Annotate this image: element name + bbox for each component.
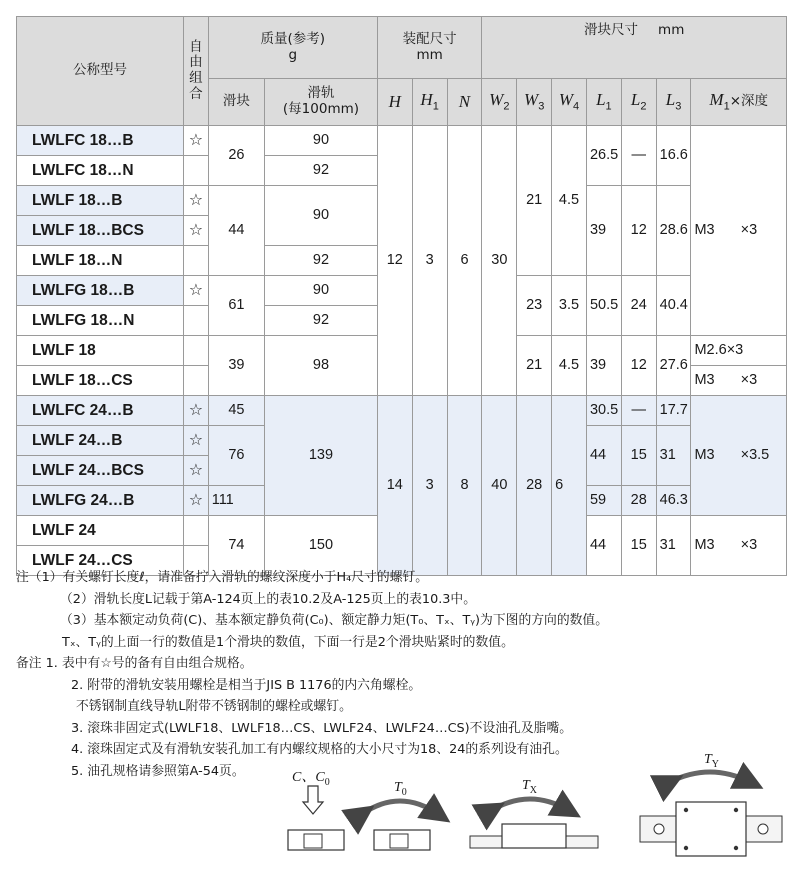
header-N-symbol: N bbox=[458, 92, 471, 112]
free-combo-empty bbox=[184, 336, 209, 366]
tx-label-sub: X bbox=[529, 784, 538, 796]
header-assembly-title: 装配尺寸 bbox=[402, 30, 457, 47]
dim-L3: 31 bbox=[656, 516, 691, 576]
header-M1 bbox=[691, 79, 787, 126]
header-H-symbol: H bbox=[388, 92, 401, 112]
block-mass: 44 bbox=[208, 186, 264, 276]
rail-side-view-icon bbox=[470, 824, 598, 848]
dim-N: 6 bbox=[447, 126, 482, 396]
header-model: 公称型号 bbox=[17, 17, 184, 126]
dim-M1 bbox=[691, 126, 787, 336]
free-combo-empty bbox=[184, 306, 209, 336]
free-combo-empty bbox=[184, 246, 209, 276]
header-H1-sub: 1 bbox=[432, 100, 439, 113]
dim-L2: 28 bbox=[621, 486, 656, 516]
dim-L1: 50.5 bbox=[586, 276, 621, 336]
rail-mass: 150 bbox=[265, 516, 378, 576]
header-W2-sub: 2 bbox=[503, 100, 510, 113]
remark-1: 备注 1. 表中有☆号的备有自由组合规格。 bbox=[16, 656, 253, 671]
model-name: LWLF 18…CS bbox=[17, 366, 184, 396]
model-name: LWLFC 24…B bbox=[17, 396, 184, 426]
free-combo-empty bbox=[184, 516, 209, 546]
dim-L3: 31 bbox=[656, 426, 691, 486]
header-free-combo bbox=[184, 17, 209, 126]
header-M1-symbol: M bbox=[709, 90, 724, 110]
dim-M1-depth: ×3.5 bbox=[740, 447, 770, 464]
header-block-dims bbox=[482, 17, 787, 79]
t0-label bbox=[394, 780, 407, 798]
dim-W3: 28 bbox=[517, 396, 552, 576]
rail-top-view-icon bbox=[640, 802, 782, 856]
rail-mass: 90 bbox=[265, 126, 378, 156]
table-row bbox=[17, 396, 787, 426]
dim-M1-depth: ×3 bbox=[740, 222, 758, 239]
model-name: LWLF 18…N bbox=[17, 246, 184, 276]
t0-rotation-arrow-icon bbox=[362, 801, 438, 814]
note-2: （2）滑轨长度L记载于第A-124页上的表10.2及A-125页上的表10.3中。 bbox=[60, 591, 477, 607]
header-mass-unit: g bbox=[288, 46, 298, 63]
free-combo-empty bbox=[184, 156, 209, 186]
dim-L1: 59 bbox=[586, 486, 621, 516]
block-mass: 39 bbox=[208, 336, 264, 396]
block-mass: 26 bbox=[208, 126, 264, 186]
header-free-combo-text: 自由组合 bbox=[189, 38, 203, 102]
dim-W3: 21 bbox=[517, 126, 552, 276]
dim-L2: 15 bbox=[621, 516, 656, 576]
dim-L3: 46.3 bbox=[656, 486, 691, 516]
rail-mass: 92 bbox=[265, 246, 378, 276]
block-mass: 74 bbox=[208, 516, 264, 576]
header-W2-symbol: W bbox=[489, 90, 504, 110]
dim-L1: 44 bbox=[586, 426, 621, 486]
header-mass bbox=[208, 17, 377, 79]
dim-L2: 12 bbox=[621, 336, 656, 396]
model-name: LWLFC 18…N bbox=[17, 156, 184, 186]
tx-label bbox=[522, 778, 537, 796]
header-W2 bbox=[482, 79, 517, 126]
header-block-mass: 滑块 bbox=[208, 79, 264, 126]
rail-mass: 90 bbox=[265, 276, 378, 306]
dim-M1-depth: ×3 bbox=[740, 372, 758, 389]
dim-L2: 12 bbox=[621, 186, 656, 276]
header-L1 bbox=[586, 79, 621, 126]
dim-L1: 44 bbox=[586, 516, 621, 576]
remark-2b: 不锈钢制直线导轨L附带不锈钢制的螺栓或螺钉。 bbox=[76, 699, 352, 714]
header-N bbox=[447, 79, 482, 126]
dim-W2: 40 bbox=[482, 396, 517, 576]
dim-L3: 17.7 bbox=[656, 396, 691, 426]
rail-mass: 92 bbox=[265, 306, 378, 336]
dim-L2: 15 bbox=[621, 426, 656, 486]
model-name: LWLFC 18…B bbox=[17, 126, 184, 156]
header-L3-sub: 3 bbox=[675, 100, 682, 113]
note-3: （3）基本额定动负荷(C)、基本额定静负荷(C₀)、额定静力矩(T₀、Tₓ、Tᵧ)为下图的方向的数值。 bbox=[60, 613, 609, 628]
dim-M1-thread: M3 bbox=[694, 447, 715, 464]
dim-H: 14 bbox=[377, 396, 412, 576]
load-arrow-icon bbox=[303, 786, 323, 814]
ty-label-text: T bbox=[704, 752, 712, 767]
model-name: LWLFG 18…N bbox=[17, 306, 184, 336]
header-L3-symbol: L bbox=[665, 90, 676, 110]
header-W4 bbox=[552, 79, 587, 126]
t0-label-text: T bbox=[394, 780, 402, 795]
free-combo-star: ☆ bbox=[184, 216, 209, 246]
dim-W4: 4.5 bbox=[552, 336, 587, 396]
tx-rotation-arrow-icon bbox=[492, 799, 568, 810]
header-M1-suffix: ×深度 bbox=[729, 93, 769, 110]
free-combo-star: ☆ bbox=[184, 276, 209, 306]
header-mass-title: 质量(参考) bbox=[260, 30, 326, 47]
header-W4-sub: 4 bbox=[573, 100, 580, 113]
free-combo-star: ☆ bbox=[184, 486, 209, 516]
ty-label-sub: Y bbox=[711, 758, 720, 770]
header-M1-sub: 1 bbox=[723, 100, 730, 113]
dim-M1-depth: ×3 bbox=[740, 537, 758, 554]
dim-W4: 3.5 bbox=[552, 276, 587, 336]
note-1: 注（1）有关螺钉长度ℓ，请准备拧入滑轨的螺纹深度小于H₄尺寸的螺钉。 bbox=[16, 570, 429, 585]
header-L3 bbox=[656, 79, 691, 126]
t0-label-sub: 0 bbox=[401, 786, 407, 798]
header-L2-sub: 2 bbox=[640, 100, 647, 113]
header-W4-symbol: W bbox=[558, 90, 574, 110]
dim-L2: — bbox=[621, 396, 656, 426]
dim-H1: 3 bbox=[412, 396, 447, 576]
header-rail-mass bbox=[265, 79, 378, 126]
dim-L3: 28.6 bbox=[656, 186, 691, 276]
header-W3-sub: 3 bbox=[538, 100, 545, 113]
header-L1-symbol: L bbox=[596, 90, 606, 110]
remark-4: 4. 滚珠固定式及有滑轨安装孔加工有内螺纹规格的大小尺寸为18、24的系列设有油孔。 bbox=[71, 742, 568, 757]
dim-M1-thread: M3 bbox=[694, 222, 715, 239]
header-L1-sub: 1 bbox=[605, 100, 612, 113]
block-profile-icon bbox=[288, 830, 344, 850]
header-H1-symbol: H bbox=[420, 90, 433, 110]
dim-W3: 21 bbox=[517, 336, 552, 396]
notes bbox=[16, 567, 791, 782]
dim-H: 12 bbox=[377, 126, 412, 396]
free-combo-empty bbox=[184, 366, 209, 396]
dim-M1-thread: M3 bbox=[694, 372, 715, 389]
header-block-dims-unit: mm bbox=[658, 22, 685, 38]
dim-M1 bbox=[691, 366, 787, 396]
load-label bbox=[292, 766, 330, 788]
free-combo-star: ☆ bbox=[184, 126, 209, 156]
load-label-sub: 0 bbox=[324, 776, 330, 788]
header-W3 bbox=[517, 79, 552, 126]
header-assembly-unit: mm bbox=[416, 46, 443, 63]
dim-W2: 30 bbox=[482, 126, 517, 396]
free-combo-star: ☆ bbox=[184, 396, 209, 426]
dim-N: 8 bbox=[447, 396, 482, 576]
block-mass: 45 bbox=[208, 396, 264, 426]
header-rail-mass-unit: (每100mm) bbox=[282, 101, 360, 117]
block-mass: 111 bbox=[208, 486, 264, 516]
dim-W3: 23 bbox=[517, 276, 552, 336]
header-W3-symbol: W bbox=[524, 90, 539, 110]
header-L2 bbox=[621, 79, 656, 126]
dim-L1: 30.5 bbox=[586, 396, 621, 426]
model-name: LWLFG 18…B bbox=[17, 276, 184, 306]
dim-M1-thread: M3 bbox=[694, 537, 715, 554]
ty-rotation-arrow-icon bbox=[670, 772, 750, 782]
dim-L1: 39 bbox=[586, 186, 621, 276]
header-rail-mass-title: 滑轨 bbox=[307, 85, 335, 102]
dim-L3: 16.6 bbox=[656, 126, 691, 186]
model-name: LWLF 24…CS bbox=[17, 546, 184, 576]
block-profile-icon bbox=[374, 830, 430, 850]
rail-mass: 90 bbox=[265, 186, 378, 246]
dim-L2: 24 bbox=[621, 276, 656, 336]
remark-5: 5. 油孔规格请参照第A-54页。 bbox=[71, 763, 245, 779]
block-mass: 76 bbox=[208, 426, 264, 486]
model-name: LWLF 18 bbox=[17, 336, 184, 366]
dim-L1: 26.5 bbox=[586, 126, 621, 186]
load-label-text: C、C bbox=[292, 770, 325, 785]
dim-M1: M2.6×3 bbox=[691, 336, 787, 366]
header-H bbox=[377, 79, 412, 126]
free-combo-star: ☆ bbox=[184, 456, 209, 486]
model-name: LWLF 24…BCS bbox=[17, 456, 184, 486]
model-name: LWLF 24 bbox=[17, 516, 184, 546]
table-row bbox=[17, 126, 787, 156]
free-combo-star: ☆ bbox=[184, 186, 209, 216]
header-H1 bbox=[412, 79, 447, 126]
dim-L3: 27.6 bbox=[656, 336, 691, 396]
note-4: Tₓ、Tᵧ的上面一行的数值是1个滑块的数值，下面一行是2个滑块贴紧时的数值。 bbox=[62, 634, 514, 650]
model-name: LWLF 18…BCS bbox=[17, 216, 184, 246]
diagram-drawings bbox=[270, 758, 790, 876]
ty-label bbox=[704, 752, 719, 770]
model-name: LWLF 18…B bbox=[17, 186, 184, 216]
block-mass: 61 bbox=[208, 276, 264, 336]
dim-H1: 3 bbox=[412, 126, 447, 396]
remark-2: 2. 附带的滑轨安装用螺栓是相当于JIS B 1176的内六角螺栓。 bbox=[71, 677, 422, 693]
dim-W4: 6 bbox=[552, 396, 587, 576]
model-name: LWLF 24…B bbox=[17, 426, 184, 456]
dim-L1: 39 bbox=[586, 336, 621, 396]
dim-L3: 40.4 bbox=[656, 276, 691, 336]
model-name: LWLFG 24…B bbox=[17, 486, 184, 516]
header-L2-symbol: L bbox=[630, 90, 641, 110]
dim-W4: 4.5 bbox=[552, 126, 587, 276]
remark-3: 3. 滚珠非固定式(LWLF18、LWLF18…CS、LWLF24、LWLF24…CS)不设油孔及脂嘴。 bbox=[71, 720, 573, 736]
rail-mass: 92 bbox=[265, 156, 378, 186]
free-combo-star: ☆ bbox=[184, 426, 209, 456]
dim-L2: — bbox=[621, 126, 656, 186]
load-direction-diagrams bbox=[270, 752, 790, 876]
tx-label-text: T bbox=[522, 778, 530, 793]
spec-table bbox=[16, 16, 787, 576]
header-assembly bbox=[377, 17, 482, 79]
rail-mass: 139 bbox=[265, 396, 378, 516]
rail-mass: 98 bbox=[265, 336, 378, 396]
header-block-dims-title: 滑块尺寸 bbox=[584, 22, 639, 38]
dim-M1 bbox=[691, 396, 787, 516]
